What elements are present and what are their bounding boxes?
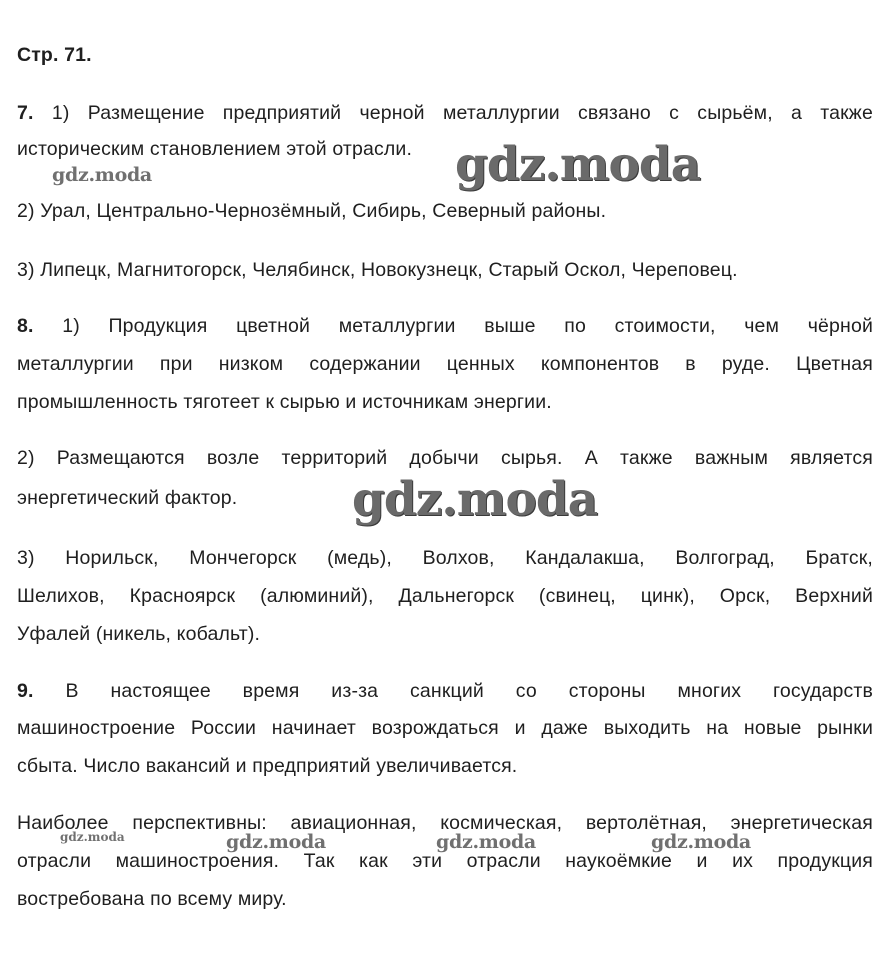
s8-number: 8. — [17, 315, 34, 337]
watermark-logo: gdz.moda — [52, 164, 152, 186]
s9-text-1: В настоящее время из-за санкций со стороны многих государств — [65, 680, 873, 702]
watermark-logo: gdz.moda — [651, 831, 751, 853]
s7-line-2: историческим становлением этой отрасли. — [17, 138, 413, 160]
watermark-logo: gdz.moda — [226, 831, 326, 853]
s7-number: 7. — [17, 102, 34, 124]
s7-line-1 — [17, 101, 873, 125]
s8-line-1 — [17, 314, 873, 338]
s9-p2-line-2: отрасли машиностроения. Так как эти отрасли наукоёмкие и их продукция — [17, 850, 873, 872]
s9-line-3: сбыта. Число вакансий и предприятий увеличивается. — [17, 755, 518, 777]
watermark-logo: gdz.moda — [436, 831, 536, 853]
s8-p3-line-2: Шелихов, Красноярск (алюминий), Дальнегорск (свинец, цинк), Орск, Верхний — [17, 585, 873, 607]
s8-p3-line-1: 3) Норильск, Мончегорск (медь), Волхов, Кандалакша, Волгоград, Братск, — [17, 547, 873, 569]
watermark-logo: gdz.moda — [455, 137, 701, 192]
s8-p2-line-1: 2) Размещаются возле территорий добычи сырья. А также важным является — [17, 447, 873, 469]
s8-text-1: 1) Продукция цветной металлургии выше по стоимости, чем чёрной — [62, 315, 873, 337]
s9-p2-line-3: востребована по всему миру. — [17, 888, 287, 910]
s8-line-3: промышленность тяготеет к сырью и источникам энергии. — [17, 391, 552, 413]
s7-paragraph-3: 3) Липецк, Магнитогорск, Челябинск, Новокузнецк, Старый Оскол, Череповец. — [17, 259, 738, 281]
s9-number: 9. — [17, 680, 34, 702]
s8-p2-line-2: энергетический фактор. — [17, 487, 238, 509]
s8-p3-line-3: Уфалей (никель, кобальт). — [17, 623, 261, 645]
s9-line-1 — [17, 679, 873, 703]
s8-line-2: металлургии при низком содержании ценных компонентов в руде. Цветная — [17, 353, 873, 375]
s7-paragraph-2: 2) Урал, Центрально-Чернозёмный, Сибирь, Северный районы. — [17, 200, 607, 222]
watermark-logo: gdz.moda — [352, 472, 598, 527]
s9-p2-line-1: Наиболее перспективны: авиационная, космическая, вертолётная, энергетическая — [17, 812, 873, 834]
s7-text-1: 1) Размещение предприятий черной металлургии связано с сырьём, а также — [51, 102, 873, 124]
watermark-logo: gdz.moda — [60, 830, 125, 844]
s9-line-2: машиностроение России начинает возрождаться и даже выходить на новые рынки — [17, 717, 873, 739]
page-title: Стр. 71. — [17, 44, 92, 66]
